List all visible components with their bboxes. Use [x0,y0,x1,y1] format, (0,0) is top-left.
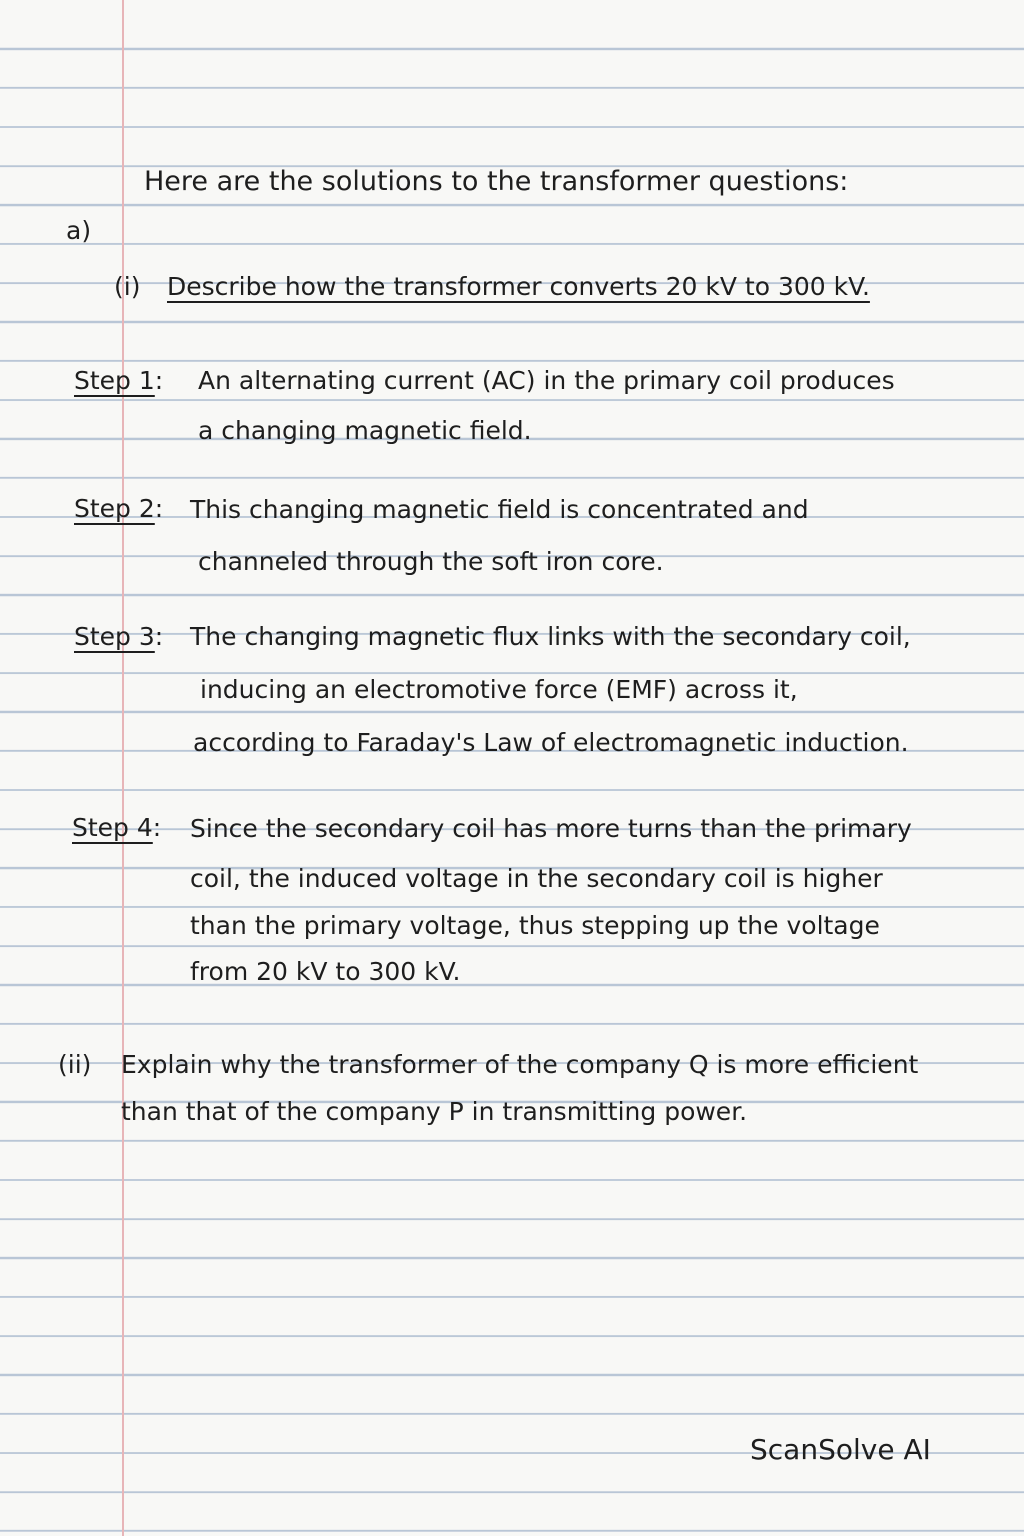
scansolve-footer: ScanSolve AI [750,1433,931,1466]
step-1-label-text: Step 1 [74,366,155,395]
step-1-label [74,366,163,395]
step-3-line-3: according to Faraday's Law of electromagnetic induction. [193,728,909,757]
step-3-line-1: The changing magnetic flux links with the secondary coil, [190,622,911,651]
step-3-colon: : [154,622,164,651]
step-2-label-text: Step 2 [74,494,155,523]
step-4-line-1: Since the secondary coil has more turns than the primary [190,814,912,843]
part-a-label: a) [66,216,92,245]
step-4-line-4: from 20 kV to 300 kV. [190,957,461,986]
step-4-colon: : [152,813,162,842]
step-1-line-2: a changing magnetic field. [198,416,532,445]
question-i-number: (i) [114,272,141,301]
step-2-line-2: channeled through the soft iron core. [198,547,664,576]
step-2-colon: : [154,494,164,523]
step-1-colon: : [154,366,164,395]
step-4-line-2: coil, the induced voltage in the secondary coil is higher [190,864,883,893]
step-4-label-text: Step 4 [72,813,153,842]
step-2-label [74,494,163,523]
step-4-label [72,813,161,842]
question-ii-line-2: than that of the company P in transmitting power. [121,1097,748,1126]
step-1-line-1: An alternating current (AC) in the primary coil produces [198,366,895,395]
step-3-line-2: inducing an electromotive force (EMF) across it, [200,675,798,704]
question-ii-line-1: Explain why the transformer of the company Q is more efficient [121,1050,919,1079]
step-3-label-text: Step 3 [74,622,155,651]
question-ii-number: (ii) [58,1050,92,1079]
margin-line [122,0,124,1536]
step-2-line-1: This changing magnetic field is concentrated and [190,495,809,524]
step-4-line-3: than the primary voltage, thus stepping up the voltage [190,911,880,940]
step-3-label [74,622,163,651]
intro-heading: Here are the solutions to the transformer questions: [144,166,849,197]
question-i-prompt: Describe how the transformer converts 20 kV to 300 kV. [167,272,870,301]
